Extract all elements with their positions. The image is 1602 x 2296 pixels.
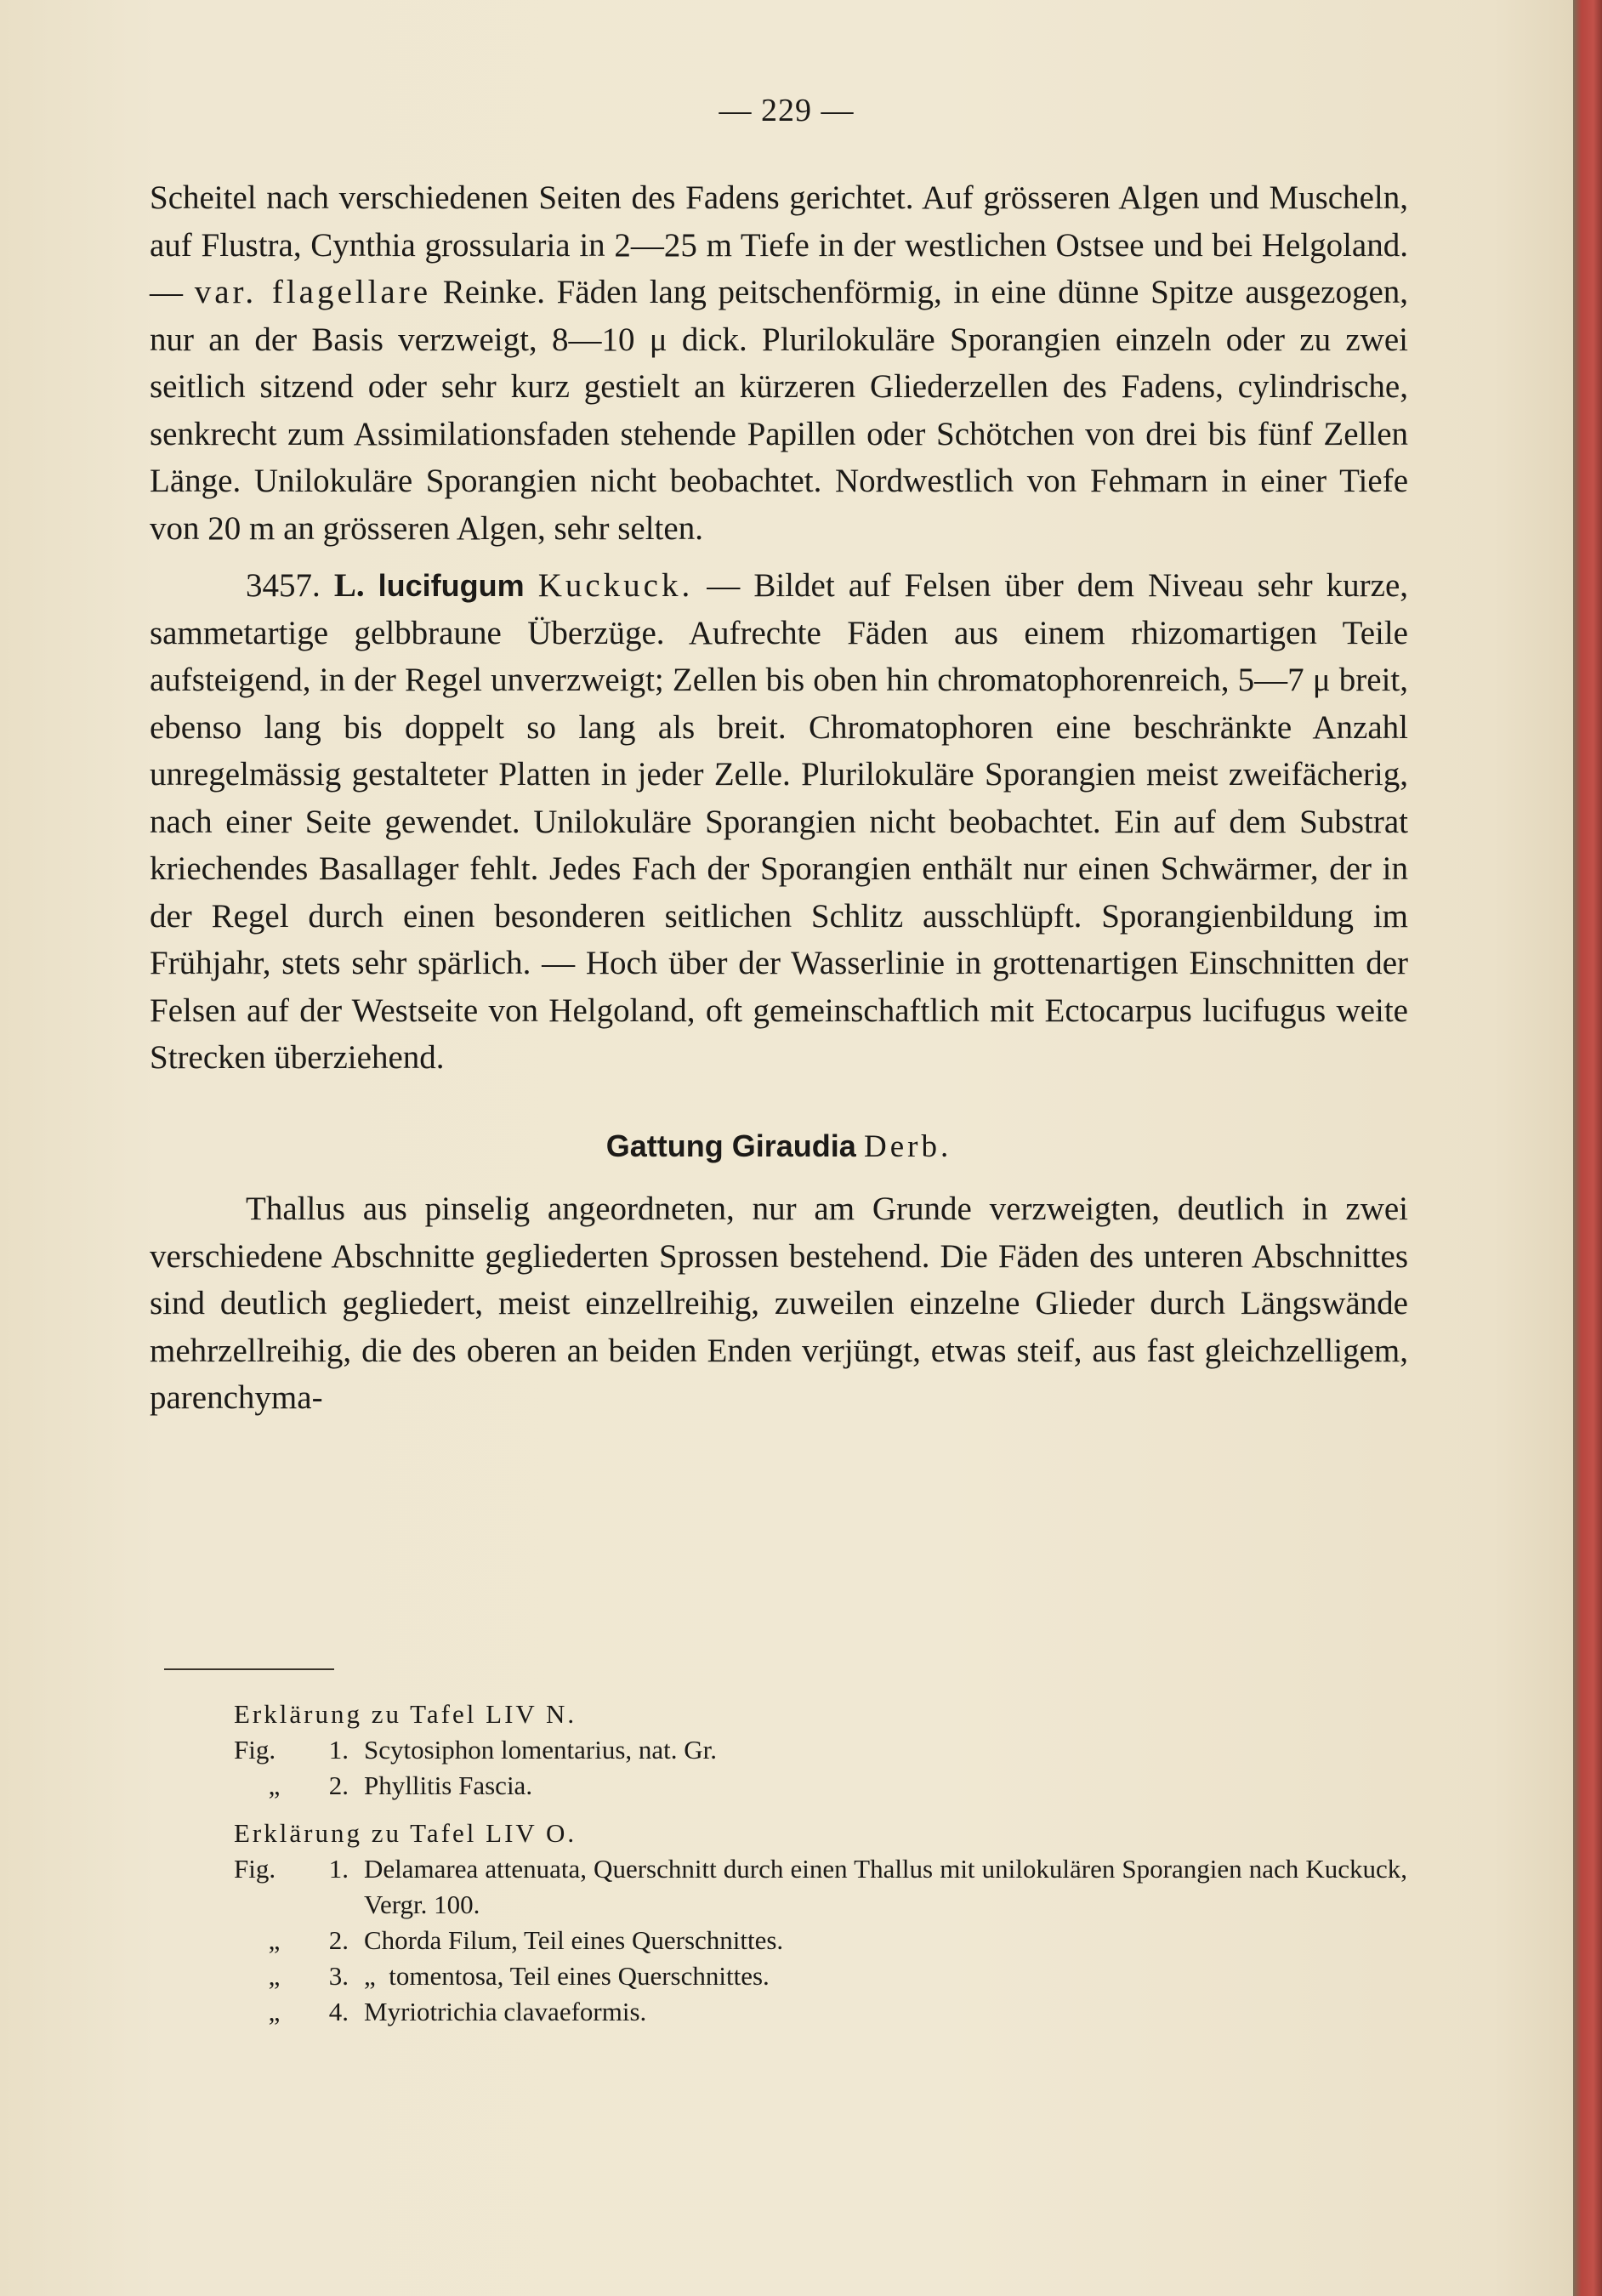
plate-explanations [234,1696,1407,2030]
plate-n-heading: Erklärung zu Tafel LIV N. [234,1699,577,1729]
species-name: lucifugum [378,568,525,603]
figure-label: Fig. [234,1735,276,1765]
genus-heading-label: Gattung Giraudia [605,1128,856,1163]
figure-number: 1. [328,1735,349,1765]
ditto-mark: „ [268,1961,281,1991]
figure-number: 2. [328,1770,349,1800]
plate-o-row [234,1923,1407,1958]
species-number: 3457. [246,567,321,604]
genus-description: Thallus aus pinselig angeordneten, nur am Grunde verzweigten, deutlich in zwei verschiedene Abschnitte gegliederten Sprossen bestehend. Die Fäden des unteren Abschnittes sind deutlich gegliedert, meist einzellreihig, zuweilen einzelne Glieder durch Längswände mehrzellreihig, die des oberen an beiden Enden verjüngt, etwas steif, aus fast gleichzelligem, parenchyma- [150,1191,1408,1416]
genus-heading [150,1122,1408,1171]
figure-caption: Scytosiphon lomentarius, nat. Gr. [364,1735,718,1765]
figure-caption: „ tomentosa, Teil eines Querschnittes. [364,1961,770,1991]
main-text [150,174,1408,1422]
page-number: — 229 — [719,93,855,128]
plate-o-heading: Erklärung zu Tafel LIV O. [234,1818,577,1848]
plate-n-row [234,1768,1407,1804]
plate-n-row [234,1732,1407,1768]
paragraph-text-rest: Reinke. Fäden lang peitschenförmig, in eine dünne Spitze ausgezogen, nur an der Basis verzweigt, 8—10 μ dick. Plurilokuläre Sporangien einzeln oder zu zwei seitlich sitzend oder sehr kurz gestielt an kürzeren Gliederzellen des Fadens, cylindrische, senkrecht zum Assimilationsfaden stehende Papillen oder Schötchen von drei bis fünf Zellen Länge. Unilokuläre Sporangien nicht beobachtet. Nordwestlich von Fehmarn in einer Tiefe von 20 m an grösseren Algen, sehr selten. [150,274,1408,547]
ditto-mark: „ [268,1770,281,1800]
figure-number: 2. [328,1925,349,1955]
variety-label: var. flagellare [194,274,432,310]
paragraph-text: Scheitel nach verschiedenen Seiten des Fadens gerichtet. Auf grösseren Algen und Muscheln, auf Flustra, Cynthia grossularia in 2—25 m Tiefe in der westlichen Ostsee und bei Helgoland. — [150,179,1408,310]
footnote-divider [164,1668,334,1670]
species-genus-abbr: L. [333,567,365,604]
plate-o-row [234,1958,1407,1994]
figure-number: 4. [328,1997,349,2026]
species-description: — Bildet auf Felsen über dem Niveau sehr kurze, sammetartige gelbbraune Überzüge. Aufrechte Fäden aus einem rhizomartigen Teile aufsteigend, in der Regel unverzweigt; Zellen bis oben hin chromatophorenreich, 5—7 μ breit, ebenso lang bis doppelt so lang als breit. Chromatophoren eine beschränkte Anzahl unregelmässig gestalteter Platten in jeder Zelle. Plurilokuläre Sporangien meist zweifächerig, nach einer Seite gewendet. Unilokuläre Sporangien nicht beobachtet. Ein auf dem Substrat kriechendes Basallager fehlt. Jedes Fach der Sporangien enthält nur einen Schwärmer, der in der Regel durch einen besonderen seitlichen Schlitz ausschlüpft. Sporangienbildung im Frühjahr, stets sehr spärlich. — Hoch über der Wasserlinie in grottenartigen Einschnitten der Felsen auf der Westseite von Helgoland, oft gemeinschaftlich mit Ectocarpus lucifugus weite Strecken überziehend. [150,567,1409,1076]
genus-heading-author: Derb. [864,1128,952,1164]
figure-label: Fig. [234,1854,276,1884]
figure-caption: Delamarea attenuata, Querschnitt durch einen Thallus mit unilokulären Sporangien nach Kuckuck, Vergr. 100. [364,1854,1407,1919]
ditto-mark: „ [268,1997,281,2026]
figure-number: 3. [328,1961,349,1991]
plate-o-row [234,1994,1407,2030]
figure-number: 1. [328,1854,349,1884]
figure-caption: Myriotrichia clavaeformis. [364,1997,647,2026]
plate-o-row [234,1851,1407,1923]
figure-caption: Chorda Filum, Teil eines Querschnittes. [364,1925,784,1955]
book-edge [1573,0,1602,2296]
species-paragraph [150,562,1408,1082]
figure-caption: Phyllitis Fascia. [364,1770,533,1800]
ditto-mark: „ [268,1925,281,1955]
species-author: Kuckuck. [537,567,694,604]
paragraph-continuation [150,174,1408,552]
